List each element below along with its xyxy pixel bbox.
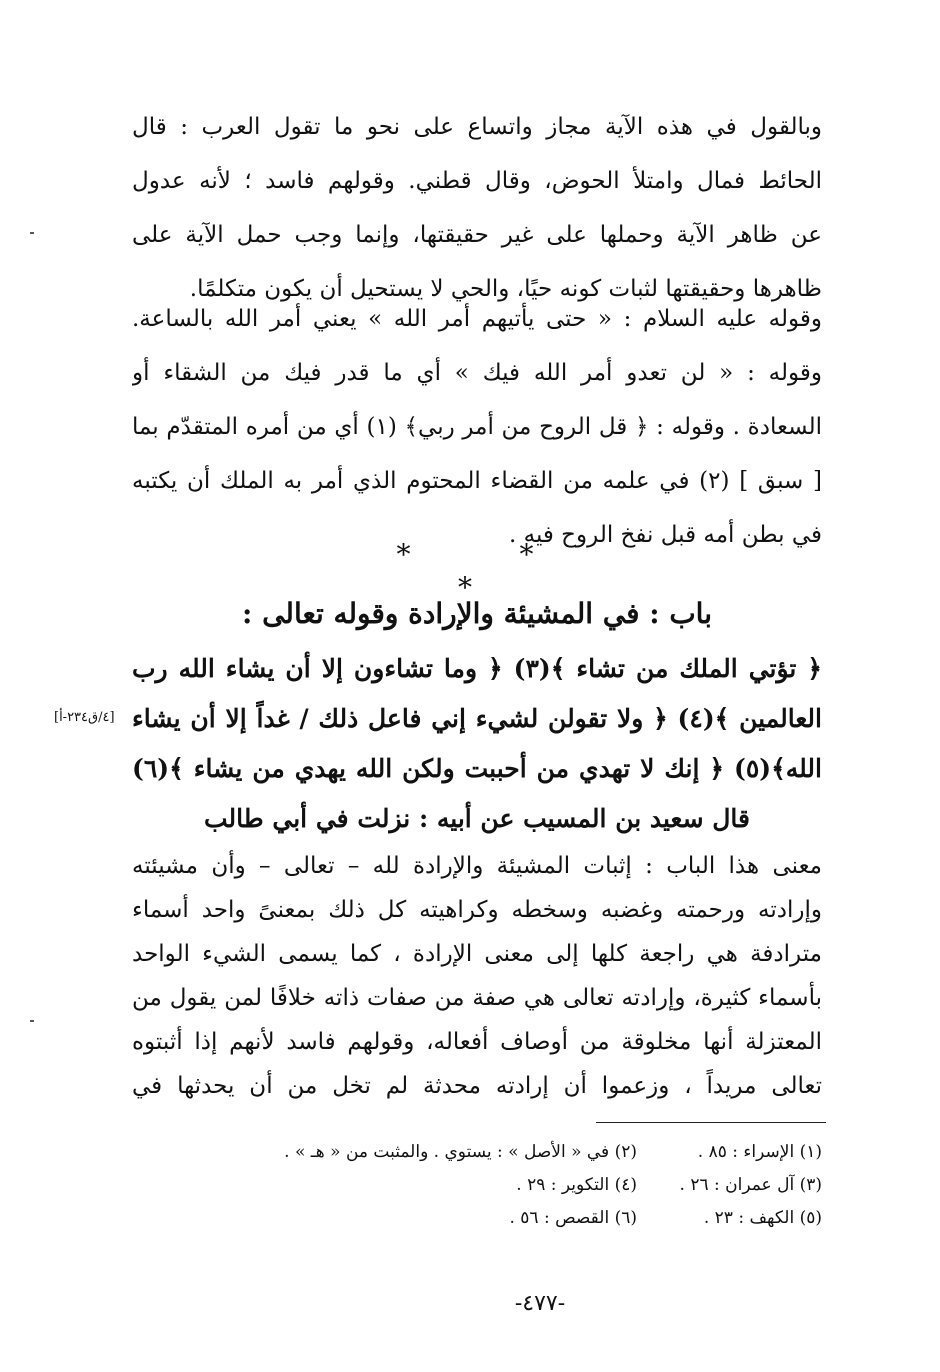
chapter-title: باب : في المشيئة والإرادة وقوله تعالى : bbox=[241, 597, 713, 630]
footnote: (٦) القصص : ٥٦ . bbox=[509, 1208, 637, 1228]
margin-reference: [٤/ق٢٣٤-أ] bbox=[54, 710, 115, 725]
verse-line: قال سعيد بن المسيب عن أبيه : نزلت في أبي طالب bbox=[204, 804, 750, 833]
text-line: بأسماء كثيرة، وإرادته تعالى هي صفة من صفات ذاته خلافًا لمن يقول من bbox=[132, 985, 822, 1011]
section-separator: * * * bbox=[396, 538, 584, 604]
text-line: عن ظاهر الآية وحملها على غير حقيقتها، وإنما وجب حمل الآية على bbox=[132, 222, 822, 248]
footnote: (٤) التكوير : ٢٩ . bbox=[516, 1175, 637, 1195]
footnotes bbox=[132, 1136, 822, 1235]
footnote-row bbox=[132, 1202, 822, 1235]
margin-mark bbox=[30, 232, 34, 234]
text-line: المعتزلة أنها مخلوقة من أوصاف أفعاله، وقولهم فاسد لأنهم إذا أثبتوه bbox=[132, 1029, 822, 1055]
paragraph-3 bbox=[132, 844, 822, 1108]
paragraph-1 bbox=[132, 100, 822, 316]
footnote: (٥) الكهف : ٢٣ . bbox=[703, 1208, 822, 1228]
text-line: الحائط فمال وامتلأ الحوض، وقال قطني. وقولهم فاسد ؛ لأنه عدول bbox=[132, 168, 822, 194]
text-line: ظاهرها وحقيقتها لثبات كونه حيًا، والحي لا يستحيل أن يكون متكلمًا. bbox=[189, 276, 822, 302]
chapter-heading bbox=[132, 584, 822, 844]
footnote-rule bbox=[596, 1122, 826, 1123]
text-line: وبالقول في هذه الآية مجاز واتساع على نحو ما تقول العرب : قال bbox=[132, 114, 822, 140]
margin-mark bbox=[30, 1020, 34, 1022]
text-line: تعالى مريداً ، وزعموا أن إرادته محدثة لم تخل من أن يحدثها في bbox=[132, 1073, 822, 1099]
text-line: معنى هذا الباب : إثبات المشيئة والإرادة لله – تعالى – وأن مشيئته bbox=[132, 853, 822, 879]
footnote-row bbox=[132, 1136, 822, 1169]
verse-line: العالمين ﴾(٤) ﴿ ولا تقولن لشيء إني فاعل ذلك / غداً إلا أن يشاء bbox=[132, 704, 822, 733]
footnote: (٢) في « الأصل » : يستوي . والمثبت من « هـ » . bbox=[284, 1142, 637, 1162]
verse-line: الله﴾(٥) ﴿ إنك لا تهدي من أحببت ولكن الله يهدي من يشاء ﴾(٦) bbox=[132, 754, 822, 783]
verse-line: ﴿ تؤتي الملك من تشاء ﴾(٣) ﴿ وما تشاءون إلا أن يشاء الله رب bbox=[132, 654, 822, 683]
text-line: وقوله : « لن تعدو أمر الله فيك » أي ما قدر فيك من الشقاء أو bbox=[132, 360, 822, 386]
footnote: (١) الإسراء : ٨٥ . bbox=[697, 1142, 822, 1162]
text-line: في بطن أمه قبل نفخ الروح فيه . bbox=[508, 522, 822, 548]
text-line: مترادفة هي راجعة كلها إلى معنى الإرادة ، كما يسمى الشيء الواحد bbox=[132, 941, 822, 967]
footnote-row bbox=[132, 1169, 822, 1202]
page-number: -٤٧٧- bbox=[514, 1291, 566, 1316]
footnote: (٣) آل عمران : ٢٦ . bbox=[679, 1175, 822, 1195]
text-line: [ سبق ] (٢) في علمه من القضاء المحتوم الذي أمر به الملك أن يكتبه bbox=[132, 468, 822, 494]
text-line: وقوله عليه السلام : « حتى يأتيهم أمر الله » يعني أمر الله بالساعة. bbox=[132, 306, 822, 332]
text-line: وإرادته ورحمته وغضبه وسخطه وكراهيته كل ذلك بمعنىً واحد أسماء bbox=[132, 897, 822, 923]
text-line: السعادة . وقوله : ﴿ قل الروح من أمر ربي﴾ (١) أي من أمره المتقدّم بما bbox=[132, 414, 822, 440]
paragraph-2 bbox=[132, 292, 822, 562]
